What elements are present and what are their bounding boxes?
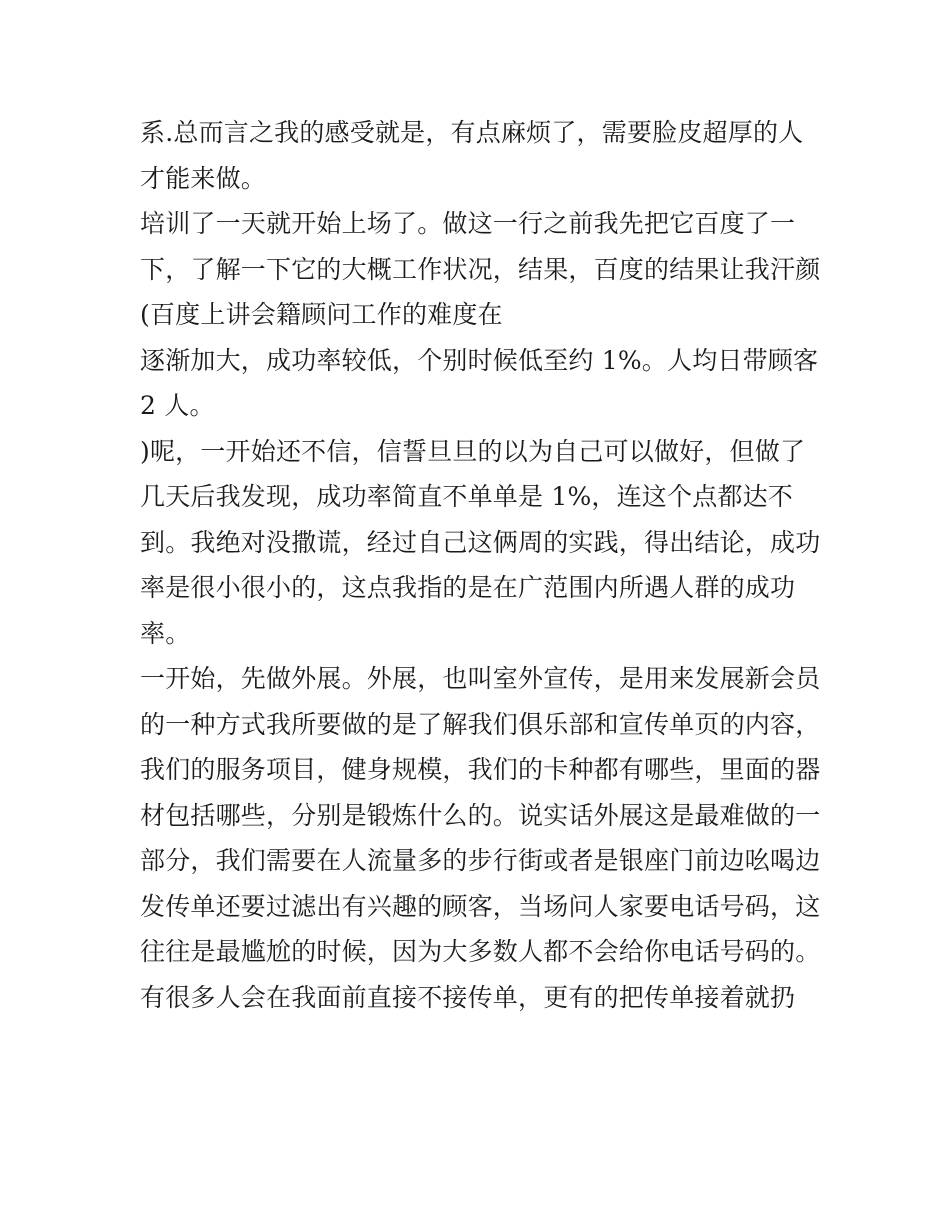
text-line: 发传单还要过滤出有兴趣的顾客，当场问人家要电话号码，这 [140, 891, 821, 921]
text-line: 才能来做。 [140, 163, 267, 193]
text-line: 到。我绝对没撒谎，经过自己这俩周的实践，得出结论，成功 [140, 527, 821, 557]
text-line: 几天后我发现，成功率简直不单单是 1%，连这个点都达不 [140, 482, 794, 511]
text-line: 率是很小很小的，这点我指的是在广范围内所遇人群的成功 [140, 573, 796, 602]
text-line: 有很多人会在我面前直接不接传单，更有的把传单接着就扔 [140, 982, 796, 1012]
text-line: 系.总而言之我的感受就是，有点麻烦了，需要脸皮超厚的人 [140, 118, 804, 147]
text-line: (百度上讲会籍顾问工作的难度在 [140, 300, 503, 329]
text-line: 下，了解一下它的大概工作状况，结果，百度的结果让我汗颜 [140, 254, 821, 284]
text-line: 逐渐加大，成功率较低，个别时候低至约 1%。人均日带顾客 [140, 345, 819, 375]
body-text [140, 110, 820, 1020]
text-line: )呢，一开始还不信，信誓旦旦的以为自己可以做好，但做了 [140, 436, 806, 466]
text-line: 往往是最尴尬的时候，因为大多数人都不会给你电话号码的。 [140, 937, 821, 966]
text-line: 的一种方式我所要做的是了解我们俱乐部和宣传单页的内容， [140, 709, 821, 739]
text-line: 率。 [140, 618, 191, 648]
text-line: 2 人。 [140, 391, 215, 420]
text-line: 部分，我们需要在人流量多的步行街或者是银座门前边吆喝边 [140, 846, 821, 875]
text-line: 培训了一天就开始上场了。做这一行之前我先把它百度了一 [140, 209, 796, 238]
text-line: 一开始，先做外展。外展，也叫室外宣传，是用来发展新会员 [140, 664, 821, 693]
text-line: 材包括哪些，分别是锻炼什么的。说实话外展这是最难做的一 [140, 800, 821, 830]
text-line: 我们的服务项目，健身规模，我们的卡种都有哪些，里面的器 [140, 755, 821, 784]
